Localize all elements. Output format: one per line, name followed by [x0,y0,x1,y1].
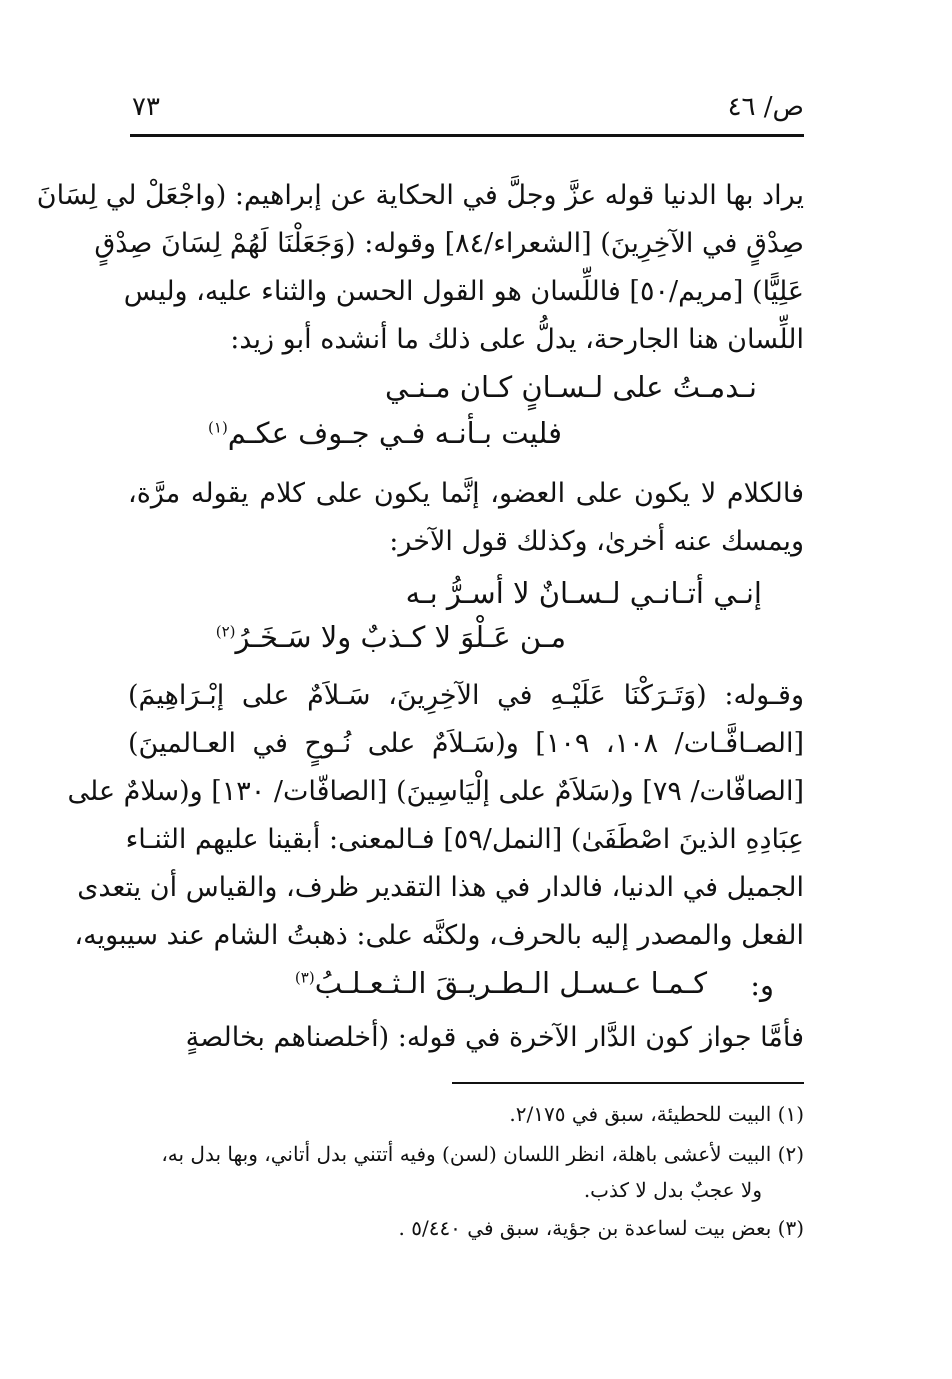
verse-text: فليت بـأنـه فـي جـوف عكـم [227,416,562,450]
footnote-continuation: ولا عجبٌ بدل لا كذب. [583,1178,762,1202]
body-line: فأمَّا جواز كون الدَّار الآخرة في قوله: (أخلصناهم بخالصةٍ [185,1022,804,1053]
footnote: (٣) بعض بيت لساعدة بن جؤية، سبق في ٥/٤٤٠ . [398,1216,804,1240]
body-line: ويمسك عنه أخرىٰ، وكذلك قول الآخر: [389,526,804,557]
verse-line: نـدمـتُ على لـسـانٍ كـان مـنـي [385,370,757,404]
verse-text: مـن عَـلْوَ لا كـذبٌ ولا سَـخَـرُ [235,620,566,654]
body-line: الفعل والمصدر إليه بالحرف، ولكنَّه على: ذهبتُ الشام عند سيبويه، [74,920,804,951]
body-line: صِدْقٍ في الآخِرِينَ) [الشعراء/٨٤] وقوله: (وَجَعَلْنَا لَهُمْ لِسَانَ صِدْقٍ [94,228,804,259]
footnote: (٢) البيت لأعشى باهلة، انظر اللسان (لسن) وفيه أتتني بدل أتاني، وبها بدل به، [161,1142,804,1166]
body-line: يراد بها الدنيا قوله عزَّ وجلَّ في الحكاية عن إبراهيم: (واجْعَلْ لي لِسَانَ [36,180,804,211]
page-number: ٧٣ [132,92,160,122]
verse-line [208,416,562,450]
footnote-rule [452,1082,804,1084]
body-line: عَلِيًّا) [مريم/٥٠] فاللِّسان هو القول الحسن والثناء عليه، وليس [123,276,804,307]
header-rule [130,134,804,137]
body-line: [الصافّات/ ٧٩] و(سَلاَمٌ على إلْيَاسِينَ) [الصافّات/ ١٣٠] و(سلامٌ على [67,776,804,807]
footnote-marker: (٣) [294,968,315,987]
body-line: فالكلام لا يكون على العضو، إنَّما يكون على كلام يقوله مرَّة، [128,478,804,509]
footnote-marker: (١) [208,418,228,437]
body-line: وقـوله: (وَتَـرَكْنَا عَلَيْـهِ في الآخِرِينَ، سَـلاَمٌ على إبْـرَاهِيمَ) [128,680,804,711]
verse-line [295,966,707,1000]
verse-text: كـمـا عـسـل الـطـريـقَ الـثـعـلـبُ [314,966,707,1000]
body-line: الجميل في الدنيا، فالدار في هذا التقدير ظرف، والقياس أن يتعدى [77,872,804,903]
body-line: [الصـافَّـات/ ١٠٨، ١٠٩] و(سَـلاَمٌ على نُـوحٍ في العـالمينَ) [128,728,805,759]
page-reference: ص/ ٤٦ [727,92,804,122]
body-line: عِبَادِهِ الذينَ اصْطَفَىٰ) [النمل/٥٩] فـالمعنى: أبقينا عليهم الثنـاء [125,824,804,855]
body-line: اللِّسان هنا الجارحة، يدلُّ على ذلك ما أنشده أبو زيد: [230,324,804,355]
verse-prefix: و: [750,968,774,1002]
footnote-marker: (٢) [215,622,236,641]
footnote: (١) البيت للحطيئة، سبق في ٢/١٧٥. [509,1102,804,1126]
verse-line: إنـي أتـانـي لـسـانٌ لا أسـرُّ بـه [405,576,762,610]
verse-line [216,620,566,654]
